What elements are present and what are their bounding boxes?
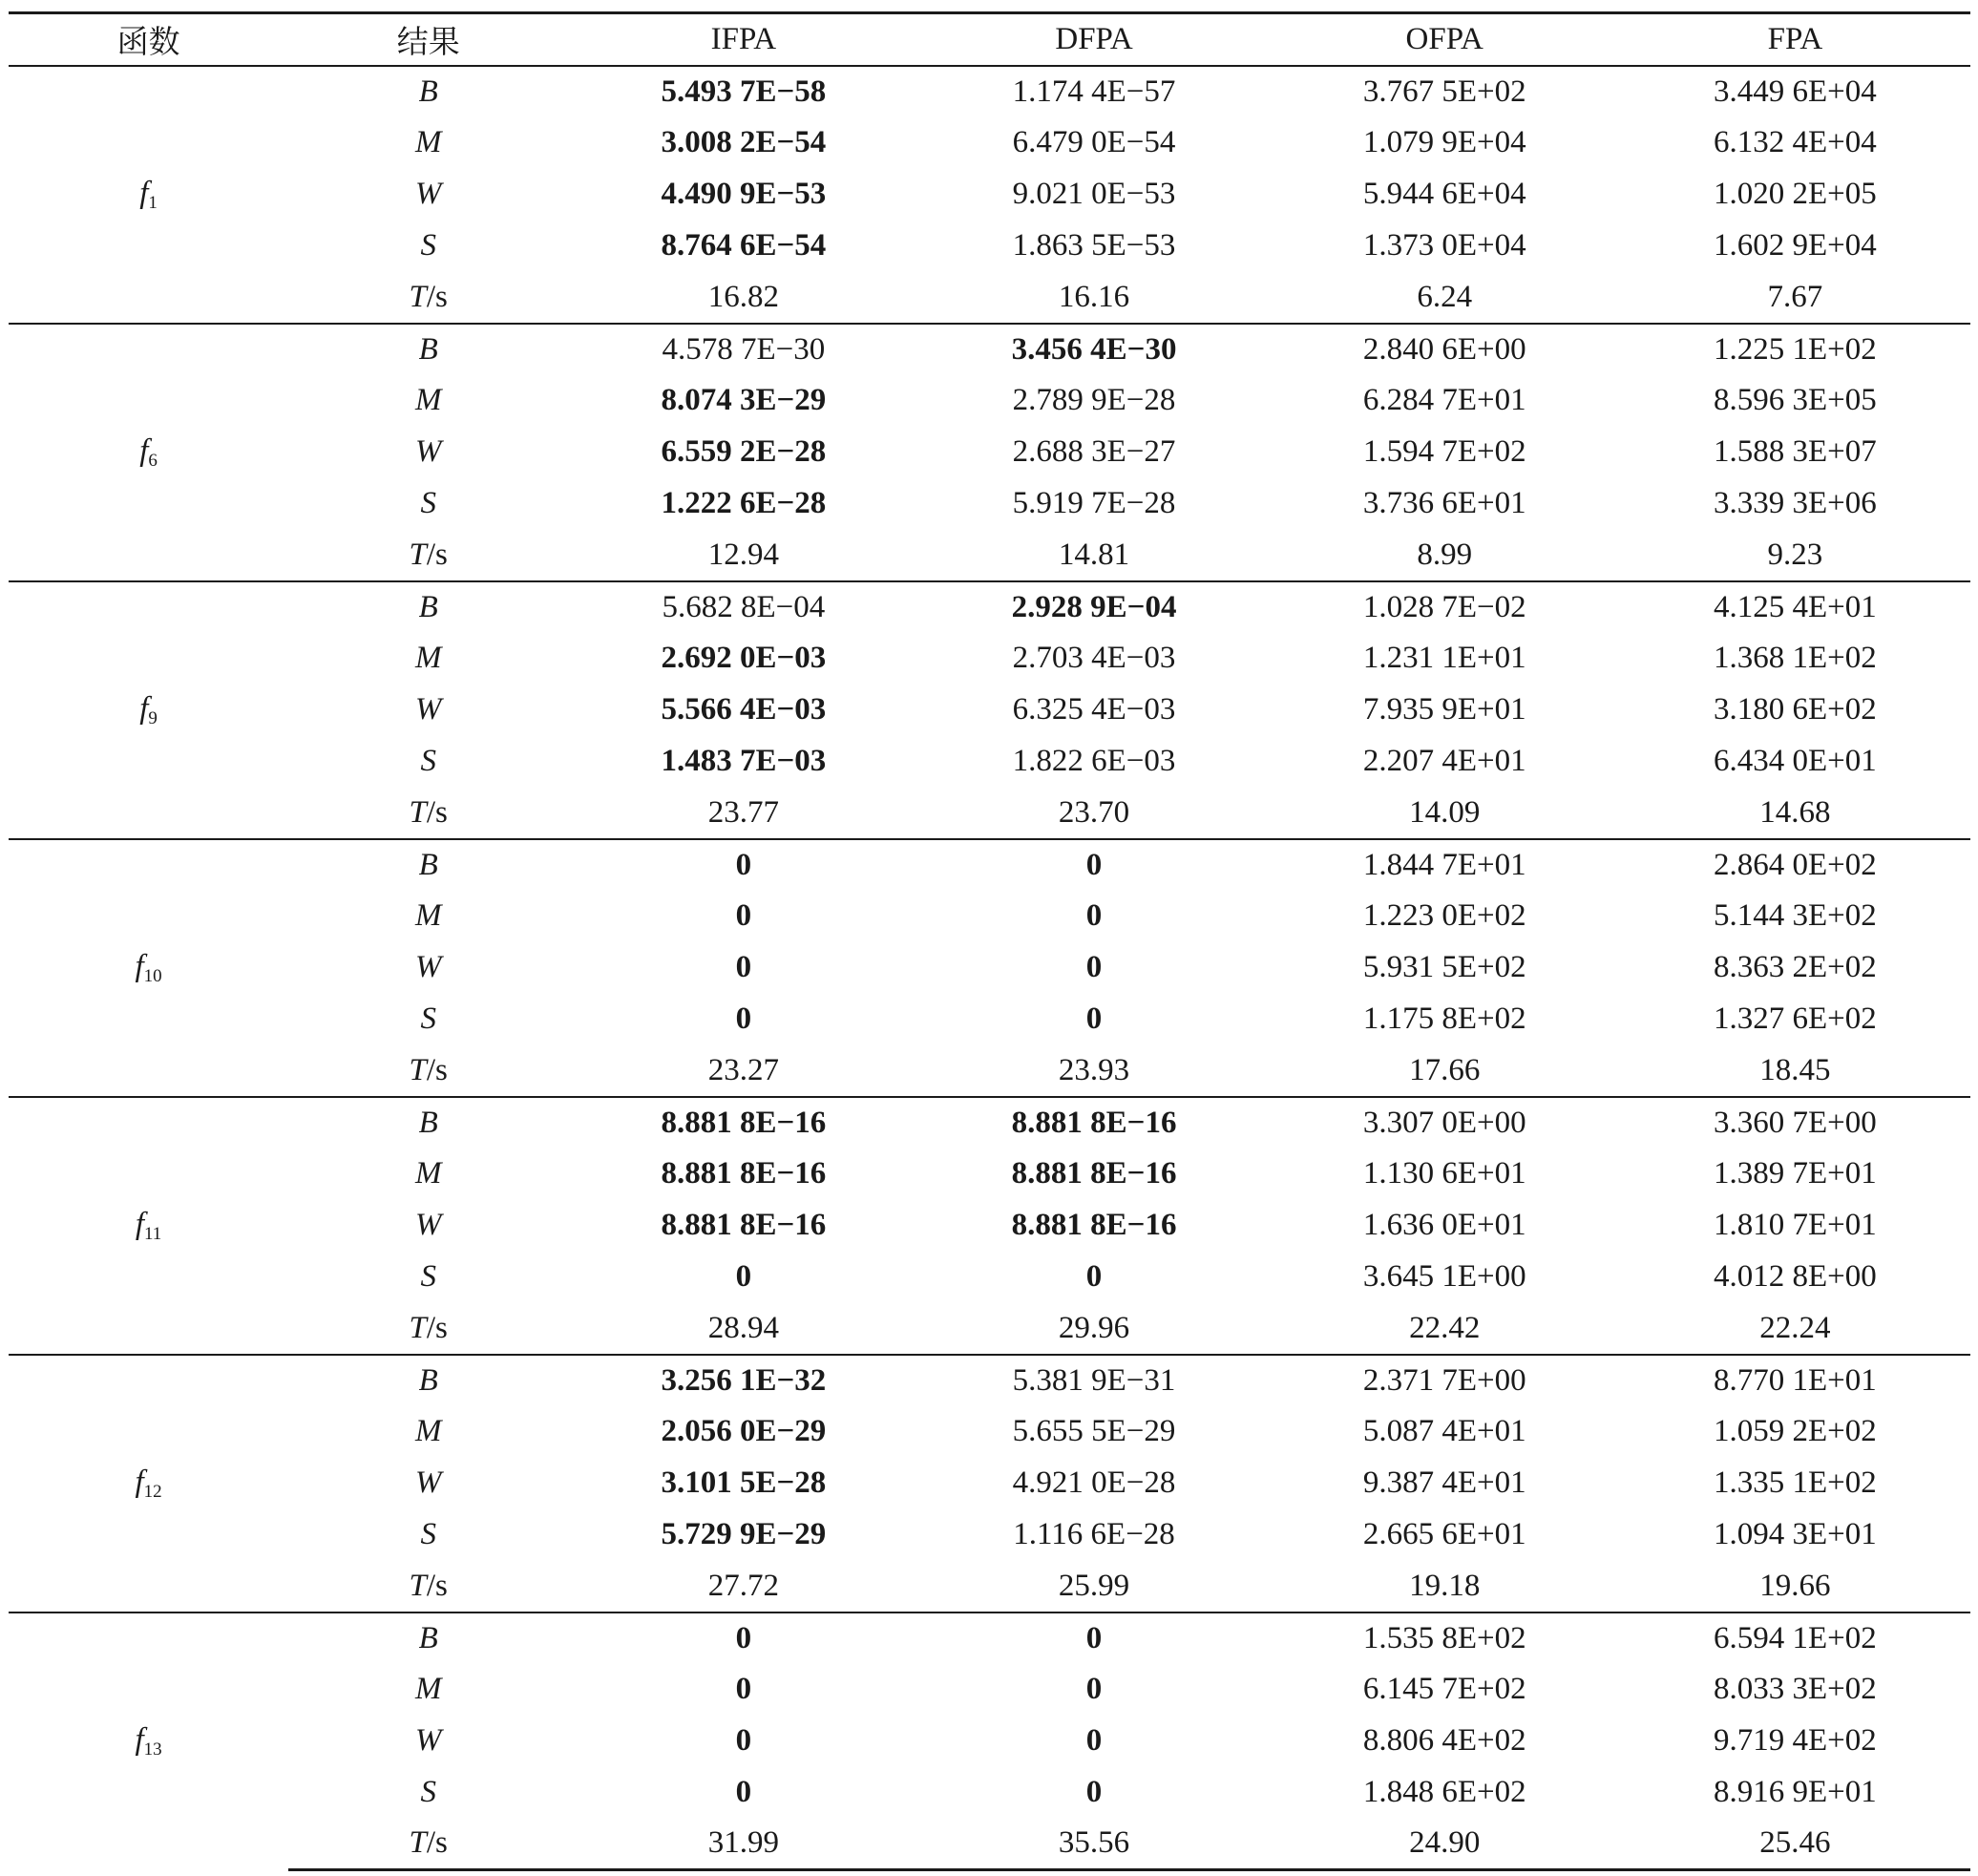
value-cell: 14.68 xyxy=(1759,794,1831,830)
metric-symbol: M xyxy=(414,641,442,675)
metric-label xyxy=(288,736,568,788)
metric-symbol: B xyxy=(418,847,438,882)
header-fpa: FPA xyxy=(1620,13,1970,66)
table-row xyxy=(9,1613,1970,1664)
value-cell: 8.881 8E−16 xyxy=(1011,1208,1177,1242)
metric-label xyxy=(288,478,568,530)
header-dfpa: DFPA xyxy=(918,13,1269,66)
value-cell: 14.81 xyxy=(1058,537,1130,572)
value-cell: 8.033 3E+02 xyxy=(1714,1672,1877,1706)
value-cell: 1.175 8E+02 xyxy=(1362,1001,1526,1036)
value-cell: 23.77 xyxy=(707,794,779,830)
metric-label xyxy=(288,1045,568,1097)
value-cell: 2.207 4E+01 xyxy=(1362,744,1526,778)
table-row xyxy=(9,1819,1970,1870)
value-cell: 1.094 3E+01 xyxy=(1714,1517,1877,1551)
value-cell: 9.387 4E+01 xyxy=(1362,1465,1526,1500)
function-index: 13 xyxy=(143,1739,162,1760)
value-cell: 2.840 6E+00 xyxy=(1270,324,1620,375)
metric-symbol: M xyxy=(414,1414,442,1448)
value-cell: 0 xyxy=(735,1259,752,1294)
function-name: f xyxy=(135,1206,144,1241)
metric-symbol: B xyxy=(418,74,438,109)
function-label xyxy=(9,1355,288,1613)
value-cell: 0 xyxy=(1085,898,1103,933)
function-group xyxy=(9,324,1970,581)
metric-symbol: W xyxy=(414,1465,442,1500)
value-cell: 9.719 4E+02 xyxy=(1714,1723,1877,1758)
metric-symbol: T xyxy=(409,794,427,830)
value-cell: 25.46 xyxy=(1620,1819,1970,1870)
metric-symbol: S xyxy=(420,1775,436,1809)
metric-label xyxy=(288,117,568,169)
metric-label xyxy=(288,530,568,581)
metric-symbol: T xyxy=(409,1310,427,1345)
value-cell: 4.125 4E+01 xyxy=(1620,581,1970,633)
value-cell: 1.335 1E+02 xyxy=(1714,1465,1877,1500)
table-row xyxy=(9,1200,1970,1252)
value-cell: 5.682 8E−04 xyxy=(568,581,918,633)
function-index: 1 xyxy=(148,192,158,213)
value-cell: 6.594 1E+02 xyxy=(1620,1613,1970,1664)
value-cell: 16.82 xyxy=(707,279,779,314)
metric-label xyxy=(288,788,568,839)
value-cell: 3.180 6E+02 xyxy=(1714,692,1877,727)
function-group xyxy=(9,1097,1970,1355)
value-cell: 3.101 5E−28 xyxy=(661,1465,827,1500)
value-cell: 2.665 6E+01 xyxy=(1362,1517,1526,1551)
metric-label xyxy=(288,1819,568,1870)
value-cell: 19.18 xyxy=(1409,1568,1481,1603)
value-cell: 0 xyxy=(1085,1672,1103,1706)
table-header xyxy=(9,13,1970,66)
function-label xyxy=(9,1613,288,1870)
value-cell: 1.116 6E−28 xyxy=(1013,1517,1175,1551)
table-row xyxy=(9,994,1970,1045)
value-cell: 2.688 3E−27 xyxy=(1012,434,1176,469)
value-cell: 3.736 6E+01 xyxy=(1362,486,1526,520)
function-label xyxy=(9,324,288,581)
value-cell: 1.602 9E+04 xyxy=(1714,228,1877,263)
metric-symbol: W xyxy=(414,950,442,984)
value-cell: 0 xyxy=(735,898,752,933)
function-index: 10 xyxy=(143,965,162,986)
results-table xyxy=(9,11,1970,1871)
value-cell: 8.881 8E−16 xyxy=(918,1097,1269,1149)
value-cell: 3.456 4E−30 xyxy=(918,324,1269,375)
value-cell: 2.692 0E−03 xyxy=(661,641,827,675)
value-cell: 6.434 0E+01 xyxy=(1714,744,1877,778)
metric-label xyxy=(288,581,568,633)
value-cell: 6.24 xyxy=(1417,279,1473,314)
value-cell: 2.056 0E−29 xyxy=(661,1414,827,1448)
table-row xyxy=(9,324,1970,375)
table-row xyxy=(9,169,1970,221)
metric-symbol: S xyxy=(420,228,436,263)
value-cell: 1.225 1E+02 xyxy=(1620,324,1970,375)
value-cell: 0 xyxy=(568,1613,918,1664)
function-label xyxy=(9,581,288,839)
metric-label xyxy=(288,1613,568,1664)
value-cell: 5.729 9E−29 xyxy=(661,1517,827,1551)
function-name: f xyxy=(139,432,149,468)
value-cell: 1.373 0E+04 xyxy=(1362,228,1526,263)
metric-label xyxy=(288,272,568,324)
value-cell: 0 xyxy=(1085,1259,1103,1294)
value-cell: 1.863 5E−53 xyxy=(1012,228,1176,263)
table-row xyxy=(9,1097,1970,1149)
value-cell: 9.23 xyxy=(1767,537,1823,572)
value-cell: 8.881 8E−16 xyxy=(661,1208,827,1242)
metric-symbol: B xyxy=(418,589,438,624)
metric-label xyxy=(288,1355,568,1406)
value-cell: 0 xyxy=(1085,1001,1103,1036)
function-group xyxy=(9,581,1970,839)
value-cell: 1.079 9E+04 xyxy=(1362,125,1526,159)
header-function: 函数 xyxy=(9,13,288,66)
table-row xyxy=(9,736,1970,788)
value-cell: 1.368 1E+02 xyxy=(1714,641,1877,675)
value-cell: 2.928 9E−04 xyxy=(918,581,1269,633)
value-cell: 23.70 xyxy=(1058,794,1130,830)
function-label xyxy=(9,1097,288,1355)
metric-label xyxy=(288,324,568,375)
value-cell: 0 xyxy=(1085,1723,1103,1758)
value-cell: 8.916 9E+01 xyxy=(1714,1775,1877,1809)
metric-label xyxy=(288,1509,568,1561)
header-result: 结果 xyxy=(288,13,568,66)
value-cell: 5.087 4E+01 xyxy=(1362,1414,1526,1448)
table-row xyxy=(9,891,1970,942)
metric-symbol: S xyxy=(420,1517,436,1551)
value-cell: 3.449 6E+04 xyxy=(1620,66,1970,117)
metric-symbol: S xyxy=(420,1259,436,1294)
value-cell: 1.588 3E+07 xyxy=(1714,434,1877,469)
value-cell: 27.72 xyxy=(707,1568,779,1603)
value-cell: 1.389 7E+01 xyxy=(1714,1156,1877,1191)
value-cell: 0 xyxy=(735,1723,752,1758)
metric-symbol: W xyxy=(414,692,442,727)
value-cell: 0 xyxy=(735,1775,752,1809)
metric-symbol: W xyxy=(414,1208,442,1242)
value-cell: 14.09 xyxy=(1409,794,1481,830)
value-cell: 12.94 xyxy=(707,537,779,572)
metric-label xyxy=(288,942,568,994)
metric-symbol: B xyxy=(418,1105,438,1140)
metric-unit: /s xyxy=(426,1052,448,1087)
metric-label xyxy=(288,1097,568,1149)
function-index: 9 xyxy=(148,707,158,728)
table-row xyxy=(9,839,1970,891)
value-cell: 4.490 9E−53 xyxy=(661,177,827,211)
metric-symbol: W xyxy=(414,177,442,211)
value-cell: 1.848 6E+02 xyxy=(1362,1775,1526,1809)
value-cell: 6.132 4E+04 xyxy=(1714,125,1877,159)
table-row xyxy=(9,1406,1970,1458)
metric-symbol: S xyxy=(420,1001,436,1036)
metric-label xyxy=(288,1561,568,1613)
value-cell: 5.919 7E−28 xyxy=(1012,486,1176,520)
value-cell: 23.27 xyxy=(707,1052,779,1087)
value-cell: 17.66 xyxy=(1409,1052,1481,1087)
value-cell: 24.90 xyxy=(1270,1819,1620,1870)
metric-symbol: S xyxy=(420,744,436,778)
value-cell: 3.307 0E+00 xyxy=(1270,1097,1620,1149)
value-cell: 6.479 0E−54 xyxy=(1012,125,1176,159)
metric-unit: /s xyxy=(426,1310,448,1345)
metric-label xyxy=(288,375,568,427)
metric-symbol: T xyxy=(409,537,427,572)
metric-symbol: M xyxy=(414,1672,442,1706)
function-index: 11 xyxy=(144,1223,162,1244)
value-cell: 1.810 7E+01 xyxy=(1714,1208,1877,1242)
value-cell: 8.596 3E+05 xyxy=(1714,383,1877,417)
value-cell: 5.381 9E−31 xyxy=(918,1355,1269,1406)
value-cell: 8.881 8E−16 xyxy=(1011,1156,1177,1191)
metric-symbol: M xyxy=(414,125,442,159)
metric-label xyxy=(288,633,568,685)
metric-unit: /s xyxy=(426,1825,448,1861)
value-cell: 5.493 7E−58 xyxy=(568,66,918,117)
value-cell: 0 xyxy=(1085,950,1103,984)
metric-unit: /s xyxy=(426,1568,448,1603)
value-cell: 7.67 xyxy=(1767,279,1823,314)
value-cell: 29.96 xyxy=(1058,1310,1130,1345)
value-cell: 4.012 8E+00 xyxy=(1714,1259,1877,1294)
value-cell: 0 xyxy=(568,839,918,891)
value-cell: 3.360 7E+00 xyxy=(1620,1097,1970,1149)
metric-symbol: W xyxy=(414,1723,442,1758)
metric-symbol: T xyxy=(409,1568,427,1603)
table-row xyxy=(9,375,1970,427)
value-cell: 1.059 2E+02 xyxy=(1714,1414,1877,1448)
metric-label xyxy=(288,66,568,117)
metric-label xyxy=(288,994,568,1045)
value-cell: 1.130 6E+01 xyxy=(1362,1156,1526,1191)
value-cell: 5.655 5E−29 xyxy=(1012,1414,1176,1448)
table-row xyxy=(9,942,1970,994)
function-index: 6 xyxy=(148,450,158,471)
value-cell: 1.174 4E−57 xyxy=(918,66,1269,117)
value-cell: 8.881 8E−16 xyxy=(661,1156,827,1191)
table-row xyxy=(9,1252,1970,1303)
value-cell: 5.944 6E+04 xyxy=(1362,177,1526,211)
table-row xyxy=(9,1458,1970,1509)
value-cell: 2.789 9E−28 xyxy=(1012,383,1176,417)
table-row xyxy=(9,530,1970,581)
metric-symbol: M xyxy=(414,1156,442,1191)
metric-symbol: B xyxy=(418,331,438,367)
metric-label xyxy=(288,1406,568,1458)
value-cell: 6.325 4E−03 xyxy=(1012,692,1176,727)
value-cell: 8.363 2E+02 xyxy=(1714,950,1877,984)
value-cell: 22.24 xyxy=(1759,1310,1831,1345)
metric-label xyxy=(288,1149,568,1200)
header-ifpa: IFPA xyxy=(568,13,918,66)
function-label xyxy=(9,839,288,1097)
value-cell: 1.231 1E+01 xyxy=(1362,641,1526,675)
function-name: f xyxy=(135,1722,144,1757)
table-row xyxy=(9,478,1970,530)
value-cell: 5.931 5E+02 xyxy=(1362,950,1526,984)
value-cell: 1.020 2E+05 xyxy=(1714,177,1877,211)
metric-symbol: S xyxy=(420,486,436,520)
value-cell: 1.636 0E+01 xyxy=(1362,1208,1526,1242)
metric-label xyxy=(288,1716,568,1767)
table-row xyxy=(9,272,1970,324)
value-cell: 8.881 8E−16 xyxy=(568,1097,918,1149)
table-row xyxy=(9,1561,1970,1613)
table-row xyxy=(9,1767,1970,1819)
metric-label xyxy=(288,1200,568,1252)
function-name: f xyxy=(135,1464,144,1499)
value-cell: 7.935 9E+01 xyxy=(1362,692,1526,727)
value-cell: 1.822 6E−03 xyxy=(1012,744,1176,778)
value-cell: 3.339 3E+06 xyxy=(1714,486,1877,520)
value-cell: 8.764 6E−54 xyxy=(661,228,827,263)
value-cell: 0 xyxy=(735,1672,752,1706)
function-group xyxy=(9,1355,1970,1613)
metric-label xyxy=(288,1252,568,1303)
metric-symbol: T xyxy=(409,279,427,314)
metric-unit: /s xyxy=(426,794,448,830)
metric-symbol: T xyxy=(409,1825,427,1861)
metric-symbol: M xyxy=(414,383,442,417)
header-ofpa: OFPA xyxy=(1270,13,1620,66)
value-cell: 0 xyxy=(735,950,752,984)
metric-label xyxy=(288,1458,568,1509)
value-cell: 0 xyxy=(735,1001,752,1036)
metric-label xyxy=(288,685,568,736)
table-row xyxy=(9,1664,1970,1716)
metric-symbol: B xyxy=(418,1620,438,1655)
value-cell: 3.008 2E−54 xyxy=(661,125,827,159)
value-cell: 0 xyxy=(918,1613,1269,1664)
table-row xyxy=(9,427,1970,478)
value-cell: 2.371 7E+00 xyxy=(1270,1355,1620,1406)
table-row xyxy=(9,633,1970,685)
value-cell: 8.074 3E−29 xyxy=(661,383,827,417)
value-cell: 1.844 7E+01 xyxy=(1270,839,1620,891)
metric-symbol: T xyxy=(409,1052,427,1087)
value-cell: 5.144 3E+02 xyxy=(1714,898,1877,933)
function-group xyxy=(9,1613,1970,1870)
value-cell: 18.45 xyxy=(1759,1052,1831,1087)
value-cell: 4.921 0E−28 xyxy=(1012,1465,1176,1500)
value-cell: 0 xyxy=(1085,1775,1103,1809)
value-cell: 23.93 xyxy=(1058,1052,1130,1087)
table-row xyxy=(9,581,1970,633)
metric-label xyxy=(288,839,568,891)
metric-unit: /s xyxy=(426,279,448,314)
value-cell: 4.578 7E−30 xyxy=(568,324,918,375)
table-row xyxy=(9,1355,1970,1406)
table-row xyxy=(9,788,1970,839)
function-label xyxy=(9,66,288,324)
metric-label xyxy=(288,221,568,272)
function-group xyxy=(9,66,1970,324)
value-cell: 1.594 7E+02 xyxy=(1362,434,1526,469)
function-group xyxy=(9,839,1970,1097)
value-cell: 8.99 xyxy=(1417,537,1473,572)
value-cell: 3.645 1E+00 xyxy=(1362,1259,1526,1294)
value-cell: 28.94 xyxy=(707,1310,779,1345)
metric-unit: /s xyxy=(426,537,448,572)
table-row xyxy=(9,117,1970,169)
metric-label xyxy=(288,1767,568,1819)
function-name: f xyxy=(135,948,144,983)
value-cell: 3.256 1E−32 xyxy=(568,1355,918,1406)
metric-symbol: M xyxy=(414,898,442,933)
header-row xyxy=(9,13,1970,66)
value-cell: 35.56 xyxy=(918,1819,1269,1870)
table-row xyxy=(9,1716,1970,1767)
table-row xyxy=(9,1303,1970,1355)
table-row xyxy=(9,66,1970,117)
value-cell: 6.559 2E−28 xyxy=(661,434,827,469)
value-cell: 6.284 7E+01 xyxy=(1362,383,1526,417)
value-cell: 25.99 xyxy=(1058,1568,1130,1603)
value-cell: 19.66 xyxy=(1759,1568,1831,1603)
metric-symbol: W xyxy=(414,434,442,469)
metric-label xyxy=(288,169,568,221)
metric-label xyxy=(288,1664,568,1716)
table-row xyxy=(9,1045,1970,1097)
value-cell: 8.806 4E+02 xyxy=(1362,1723,1526,1758)
function-name: f xyxy=(139,175,149,210)
value-cell: 9.021 0E−53 xyxy=(1012,177,1176,211)
value-cell: 1.327 6E+02 xyxy=(1714,1001,1877,1036)
value-cell: 8.770 1E+01 xyxy=(1620,1355,1970,1406)
table-row xyxy=(9,221,1970,272)
value-cell: 6.145 7E+02 xyxy=(1362,1672,1526,1706)
table-row xyxy=(9,1509,1970,1561)
value-cell: 1.028 7E−02 xyxy=(1270,581,1620,633)
value-cell: 5.566 4E−03 xyxy=(661,692,827,727)
value-cell: 3.767 5E+02 xyxy=(1270,66,1620,117)
value-cell: 2.703 4E−03 xyxy=(1012,641,1176,675)
value-cell: 22.42 xyxy=(1409,1310,1481,1345)
value-cell: 1.222 6E−28 xyxy=(661,486,827,520)
function-name: f xyxy=(139,690,149,726)
value-cell: 1.483 7E−03 xyxy=(661,744,827,778)
table-row xyxy=(9,1149,1970,1200)
function-index: 12 xyxy=(143,1481,162,1502)
metric-label xyxy=(288,427,568,478)
value-cell: 0 xyxy=(918,839,1269,891)
value-cell: 1.535 8E+02 xyxy=(1270,1613,1620,1664)
metric-label xyxy=(288,891,568,942)
metric-label xyxy=(288,1303,568,1355)
value-cell: 1.223 0E+02 xyxy=(1362,898,1526,933)
value-cell: 2.864 0E+02 xyxy=(1620,839,1970,891)
value-cell: 31.99 xyxy=(568,1819,918,1870)
table-row xyxy=(9,685,1970,736)
value-cell: 16.16 xyxy=(1058,279,1130,314)
metric-symbol: B xyxy=(418,1362,438,1398)
